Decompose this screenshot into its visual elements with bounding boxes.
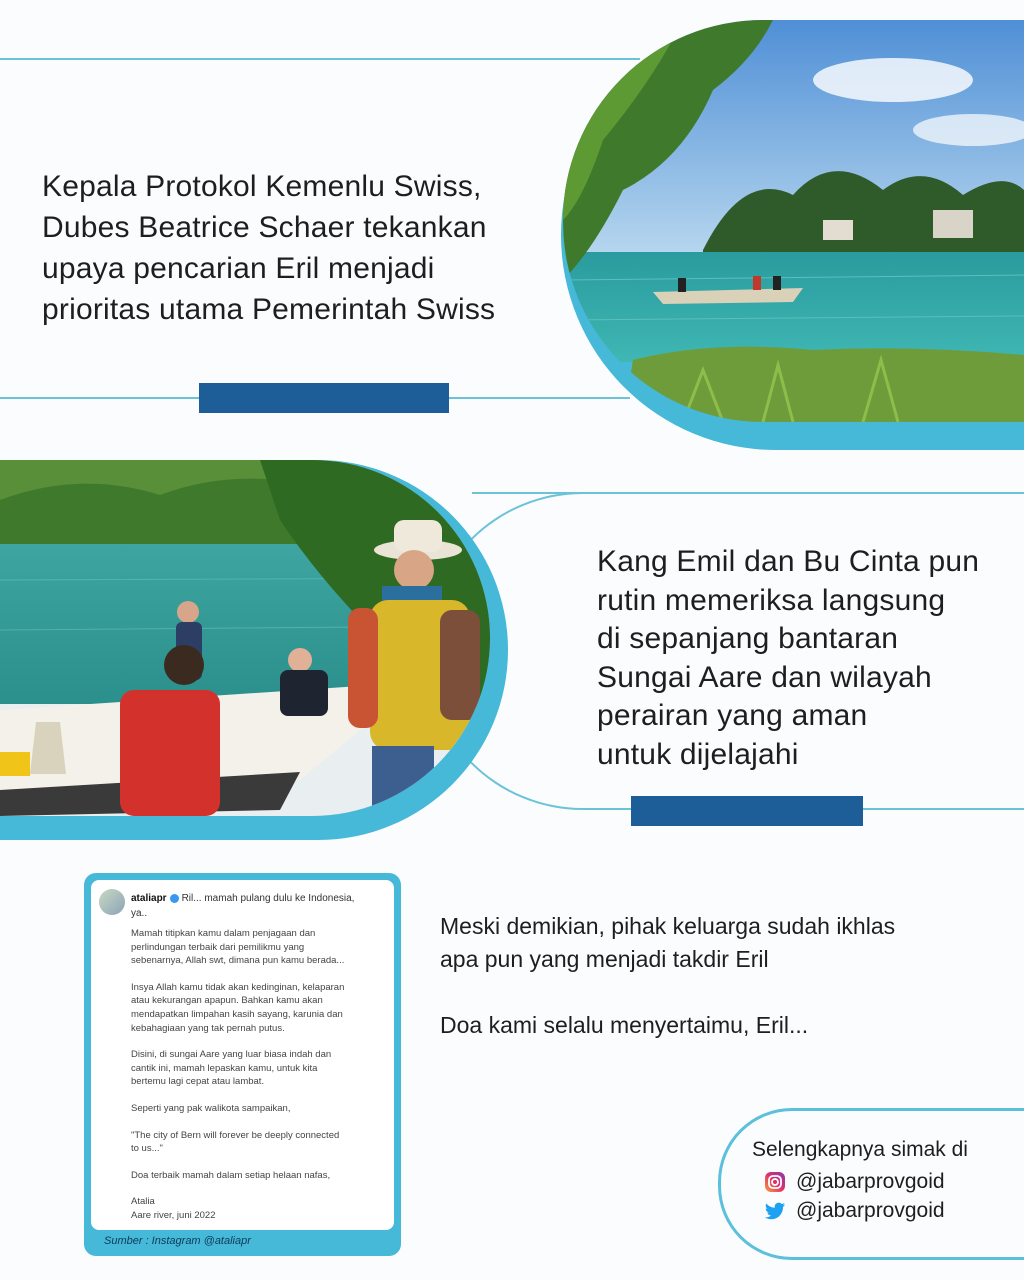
caption-line: "The city of Bern will forever be deeply connected <box>131 1129 340 1141</box>
caption-first-line: Ril... mamah pulang dulu ke Indonesia, <box>181 893 355 904</box>
caption-line: Mamah titipkan kamu dalam penjagaan dan <box>131 928 316 939</box>
headline-line: Dubes Beatrice Schaer tekankan <box>42 211 487 244</box>
headline-section-2 <box>597 543 979 774</box>
caption-paragraph <box>131 1048 386 1089</box>
headline-line: upaya pencarian Eril menjadi <box>42 252 435 285</box>
instagram-handle-text: @jabarprovgoid <box>796 1170 945 1193</box>
headline-line: Kepala Protokol Kemenlu Swiss, <box>42 170 482 203</box>
caption-header <box>131 891 386 921</box>
closing-text-2 <box>440 1009 808 1042</box>
caption-line: sebenarnya, Allah swt, dimana pun kamu berada... <box>131 955 345 967</box>
headline-line: Sungai Aare dan wilayah <box>597 660 932 694</box>
headline-line: perairan yang aman <box>597 699 868 732</box>
twitter-icon <box>764 1200 786 1222</box>
headline-section-1 <box>42 166 495 330</box>
headline-line: di sepanjang bantaran <box>597 622 899 655</box>
headline-line: rutin memeriksa langsung <box>597 583 946 617</box>
headline-line: Kang Emil dan Bu Cinta pun <box>597 545 980 578</box>
caption-line: Doa terbaik mamah dalam setiap helaan nafas, <box>131 1169 331 1181</box>
closing-line: Doa kami selalu menyertaimu, Eril... <box>440 1012 809 1038</box>
closing-line: Meski demikian, pihak keluarga sudah ikhlas <box>440 913 896 939</box>
caption-paragraph <box>131 927 386 968</box>
instagram-handle[interactable] <box>764 1170 945 1194</box>
caption-content <box>91 880 394 1230</box>
caption-line: perlindungan terbaik dari pemilikmu yang <box>131 941 305 953</box>
twitter-handle[interactable] <box>764 1199 945 1223</box>
caption-line: Disini, di sungai Aare yang luar biasa indah dan <box>131 1049 332 1061</box>
username: ataliapr <box>131 893 167 904</box>
caption-paragraph <box>131 1195 386 1222</box>
caption-paragraph <box>131 1102 386 1116</box>
divider-line-top <box>0 58 640 60</box>
caption-first-line-cont: ya.. <box>131 908 148 919</box>
caption-line: Insya Allah kamu tidak akan kedinginan, kelaparan <box>131 981 345 993</box>
twitter-handle-text: @jabarprovgoid <box>796 1199 945 1222</box>
source-credit: Sumber : Instagram @ataliapr <box>104 1235 251 1247</box>
accent-bar-1 <box>199 383 449 413</box>
caption-line: mendapatkan limpahan kasih sayang, karunia dan <box>131 1008 343 1020</box>
riverbank-people-photo <box>0 460 490 816</box>
instagram-caption-card <box>84 873 401 1256</box>
caption-paragraph <box>131 1129 386 1156</box>
caption-line: bertemu lagi cepat atau lambat. <box>131 1076 265 1088</box>
caption-line: Atalia <box>131 1196 155 1208</box>
caption-line: atau kekurangan apapun. Bahkan kamu akan <box>131 995 323 1007</box>
follow-title: Selengkapnya simak di <box>752 1138 968 1161</box>
caption-line: Seperti yang pak walikota sampaikan, <box>131 1102 291 1114</box>
verified-badge-icon <box>170 894 179 903</box>
headline-line: prioritas utama Pemerintah Swiss <box>42 293 496 326</box>
caption-body <box>131 927 386 1230</box>
avatar <box>99 889 125 915</box>
headline-line: untuk dijelajahi <box>597 737 799 771</box>
caption-line: Aare river, juni 2022 <box>131 1209 216 1221</box>
caption-line: cantik ini, mamah lepaskan kamu, untuk kita <box>131 1062 318 1074</box>
caption-line: kebahagiaan yang tak pernah putus. <box>131 1022 285 1034</box>
accent-bar-2 <box>631 796 863 826</box>
closing-text-1 <box>440 910 895 976</box>
caption-paragraph <box>131 1169 386 1183</box>
instagram-icon <box>764 1171 786 1193</box>
caption-paragraph <box>131 981 386 1035</box>
river-boat-photo <box>563 20 1024 422</box>
caption-line: to us..." <box>131 1143 163 1155</box>
closing-line: apa pun yang menjadi takdir Eril <box>440 946 769 972</box>
